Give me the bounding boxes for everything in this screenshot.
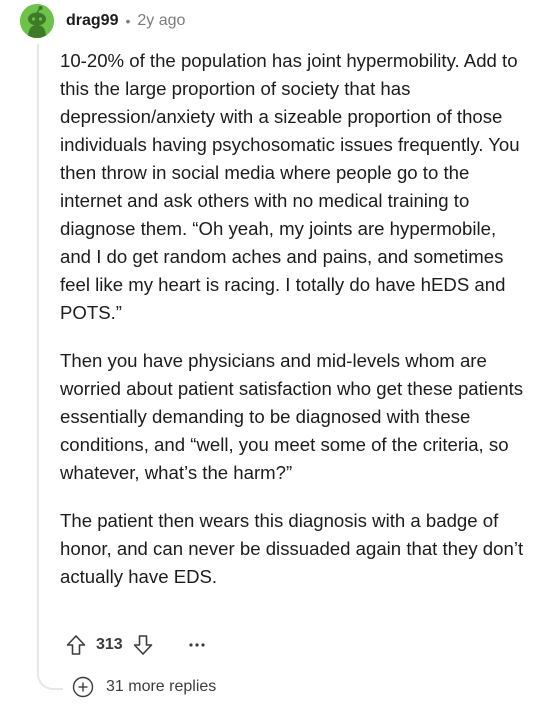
comment-paragraph: 10-20% of the population has joint hypermobility. Add to this the large proportion of society that has depression/anxiety with a sizeable proportion of those individuals having psychosomatic issues frequently. You then throw in social media where people go to the internet and ask others with no medical training to diagnose them. “Oh yeah, my joints are hypermobile, and I do get random aches and pains, and sometimes feel like my heart is racing. I totally do have hEDS and POTS.” bbox=[60, 50, 520, 323]
more-replies-button[interactable] bbox=[72, 676, 216, 698]
thread-connector bbox=[37, 660, 63, 690]
thread-line[interactable] bbox=[37, 44, 39, 674]
username[interactable]: drag99 bbox=[66, 12, 119, 29]
comment-paragraph: The patient then wears this diagnosis with a badge of honor, and can never be dissuaded again that they don’t actually have EDS. bbox=[60, 510, 524, 587]
plus-circle-icon bbox=[72, 676, 94, 698]
separator-dot: • bbox=[125, 13, 131, 29]
ellipsis-icon bbox=[188, 642, 206, 648]
vote-score: 313 bbox=[96, 636, 123, 653]
upvote-button[interactable] bbox=[64, 631, 88, 659]
more-options-button[interactable] bbox=[183, 631, 211, 659]
avatar[interactable] bbox=[20, 4, 54, 38]
downvote-button[interactable] bbox=[131, 631, 155, 659]
comment-header bbox=[66, 10, 185, 32]
comment-age: 2y ago bbox=[137, 12, 186, 29]
more-replies-label: 31 more replies bbox=[106, 678, 217, 695]
comment-actions bbox=[64, 630, 211, 660]
snoo-avatar-icon bbox=[20, 4, 54, 38]
upvote-arrow-icon bbox=[66, 634, 86, 656]
comment-paragraph: Then you have physicians and mid-levels whom are worried about patient satisfaction who get these patients essentially demanding to be diagnosed with these conditions, and “well, you meet some of the criteria, so whatever, what’s the harm?” bbox=[60, 350, 524, 483]
downvote-arrow-icon bbox=[133, 634, 153, 656]
comment-body bbox=[60, 47, 528, 611]
